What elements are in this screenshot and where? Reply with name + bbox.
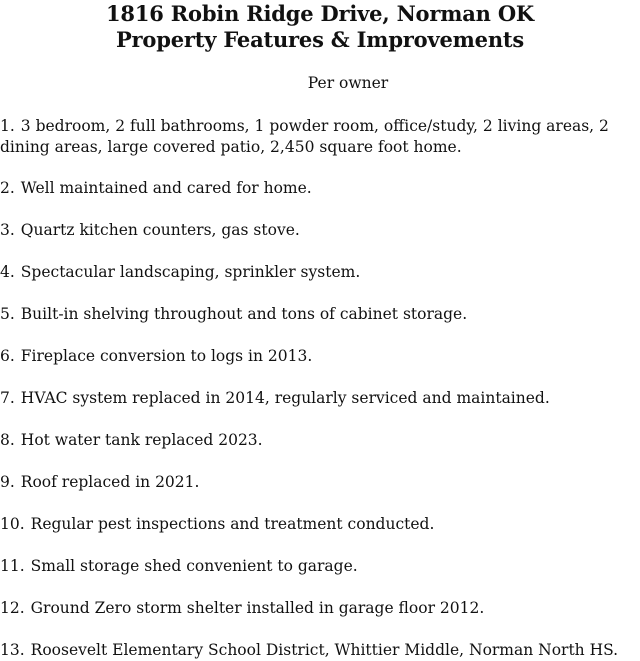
list-item-text: Hot water tank replaced 2023.: [20, 431, 263, 449]
list-item-8: [0, 429, 640, 451]
list-item-text: Fireplace conversion to logs in 2013.: [20, 347, 313, 365]
list-item-number: 8.: [0, 431, 15, 449]
list-item-1: [0, 115, 640, 137]
list-item-number: 2.: [0, 179, 15, 197]
list-item-6: [0, 345, 640, 367]
list-item-number: 3.: [0, 221, 15, 239]
list-item-number: 11.: [0, 557, 25, 575]
list-item-text: Small storage shed convenient to garage.: [30, 557, 358, 575]
document-title-address: 1816 Robin Ridge Drive, Norman OK: [106, 1, 534, 26]
list-item-5: [0, 303, 640, 325]
list-item-text: 3 bedroom, 2 full bathrooms, 1 powder room, office/study, 2 living areas, 2: [20, 117, 609, 135]
list-item-2: [0, 177, 640, 199]
list-item-text: Roof replaced in 2021.: [20, 473, 200, 491]
list-item-9: [0, 471, 640, 493]
list-item-13: [0, 639, 640, 661]
list-item-number: 13.: [0, 641, 25, 659]
list-item-1-continuation: dining areas, large covered patio, 2,450 square foot home.: [0, 138, 462, 156]
list-item-7: [0, 387, 640, 409]
list-item-10: [0, 513, 640, 535]
list-item-number: 10.: [0, 515, 25, 533]
list-item-text: Well maintained and cared for home.: [20, 179, 312, 197]
list-item-number: 4.: [0, 263, 15, 281]
list-item-text: Ground Zero storm shelter installed in garage floor 2012.: [30, 599, 485, 617]
list-item-4: [0, 261, 640, 283]
list-item-number: 7.: [0, 389, 15, 407]
list-item-number: 5.: [0, 305, 15, 323]
list-item-text: Built-in shelving throughout and tons of cabinet storage.: [20, 305, 468, 323]
list-item-number: 9.: [0, 473, 15, 491]
list-item-text: Roosevelt Elementary School District, Whittier Middle, Norman North HS.: [30, 641, 619, 659]
document-title-heading: Property Features & Improvements: [115, 27, 525, 52]
list-item-number: 6.: [0, 347, 15, 365]
list-item-11: [0, 555, 640, 577]
list-item-12: [0, 597, 640, 619]
list-item-number: 12.: [0, 599, 25, 617]
document-subtitle: Per owner: [307, 74, 389, 92]
list-item-text: Spectacular landscaping, sprinkler system.: [20, 263, 361, 281]
list-item-text: Regular pest inspections and treatment conducted.: [30, 515, 435, 533]
list-item-number: 1.: [0, 117, 15, 135]
list-item-3: [0, 219, 640, 241]
list-item-text: HVAC system replaced in 2014, regularly serviced and maintained.: [20, 389, 550, 407]
list-item-text: Quartz kitchen counters, gas stove.: [20, 221, 300, 239]
